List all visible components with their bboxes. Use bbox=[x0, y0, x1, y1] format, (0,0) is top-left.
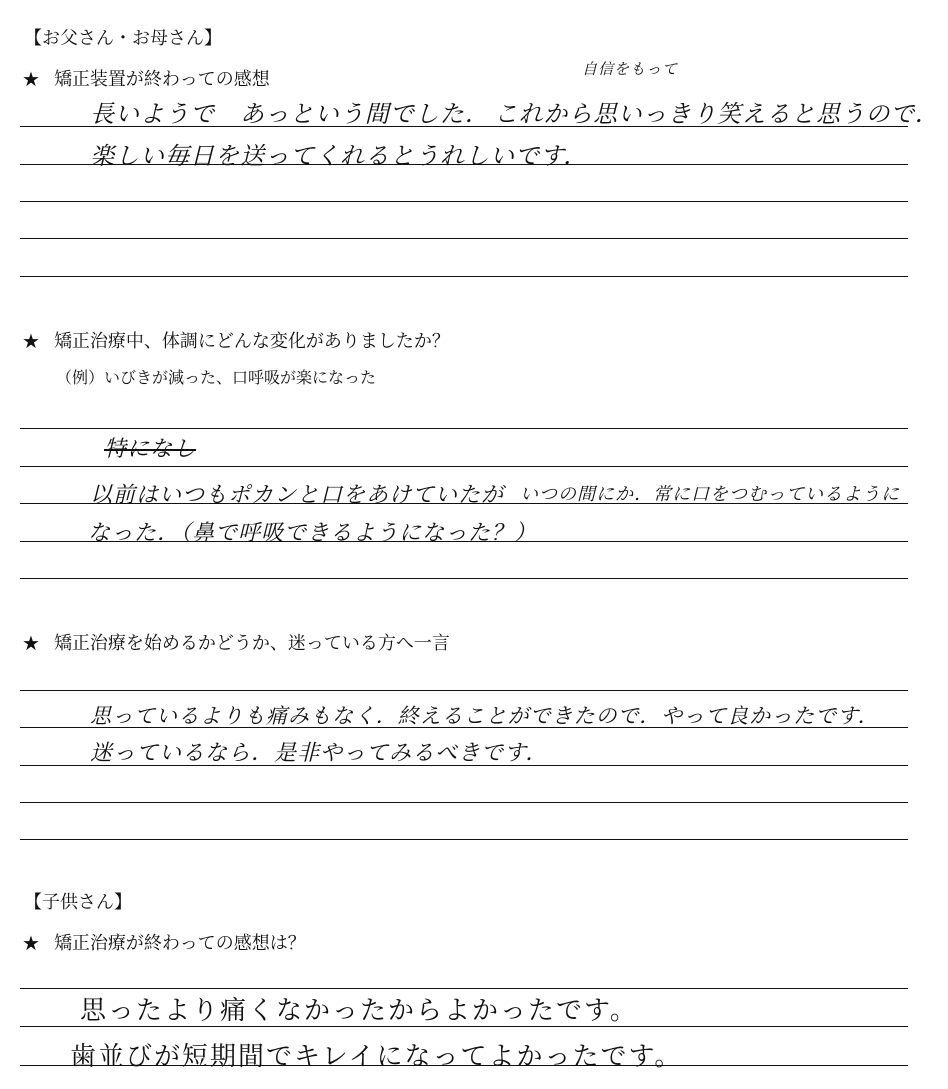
answer-line bbox=[20, 428, 908, 429]
question-3-text: 矯正治療を始めるかどうか、迷っている方へ一言 bbox=[53, 633, 450, 654]
question-1-text: 矯正装置が終わっての感想 bbox=[53, 69, 270, 90]
answer-4-line-2: 歯並びが短期間でキレイになってよかったです。 bbox=[70, 1042, 683, 1072]
answer-line bbox=[20, 1026, 908, 1027]
answer-line bbox=[20, 466, 908, 467]
answer-line bbox=[20, 690, 908, 691]
answer-3-line-1: 思っているよりも痛みもなく．終えることができたので．やって良かったです． bbox=[90, 704, 880, 728]
answer-line bbox=[20, 1065, 908, 1066]
answer-4-line-1: 思ったより痛くなかったからよかったです。 bbox=[80, 996, 638, 1026]
answer-line bbox=[20, 802, 908, 803]
question-2-example: （例）いびきが減った、口呼吸が楽になった bbox=[56, 368, 377, 387]
star-icon: ★ bbox=[22, 931, 40, 955]
answer-line bbox=[20, 541, 908, 542]
star-icon: ★ bbox=[22, 631, 40, 655]
question-2 bbox=[22, 330, 450, 351]
question-2-text: 矯正治療中、体調にどんな変化がありましたか？ bbox=[53, 331, 450, 352]
answer-2-struck: 特になし bbox=[104, 437, 197, 462]
question-4 bbox=[22, 932, 306, 953]
answer-3-line-2: 迷っているなら．是非やってみるべきです． bbox=[90, 741, 549, 766]
answer-line bbox=[20, 839, 908, 840]
question-1 bbox=[22, 68, 270, 89]
answer-1-insert: 自信をもって bbox=[582, 60, 679, 78]
answer-1-line-2: 楽しい毎日を送ってくれるとうれしいです． bbox=[90, 142, 589, 170]
answer-line bbox=[20, 988, 908, 989]
answer-line bbox=[20, 765, 908, 766]
answer-line bbox=[20, 727, 908, 728]
answer-2-line-2: なった．（鼻で呼吸できるようになった？） bbox=[88, 521, 538, 546]
answer-line bbox=[20, 164, 908, 165]
question-3 bbox=[22, 632, 450, 653]
answer-line bbox=[20, 503, 908, 504]
answer-2-line-1b: いつの間にか．常に口をつむっているように bbox=[520, 484, 900, 505]
answer-1-line-1a: 長いようで あっという間でした． bbox=[90, 100, 490, 128]
answer-1-line-1b: これから思いっきり笑えると思うので． bbox=[494, 100, 940, 128]
answer-line bbox=[20, 201, 908, 202]
star-icon: ★ bbox=[22, 329, 40, 353]
answer-2-line-1a: 以前はいつもポカンと口をあけていたが bbox=[90, 483, 505, 508]
star-icon: ★ bbox=[22, 67, 40, 91]
answer-line bbox=[20, 578, 908, 579]
answer-line bbox=[20, 238, 908, 239]
answer-line bbox=[20, 126, 908, 127]
section-header-child: 【子供さん】 bbox=[24, 892, 132, 913]
question-4-text: 矯正治療が終わっての感想は？ bbox=[53, 933, 306, 954]
section-header-parents: 【お父さん・お母さん】 bbox=[24, 28, 222, 49]
answer-line bbox=[20, 276, 908, 277]
